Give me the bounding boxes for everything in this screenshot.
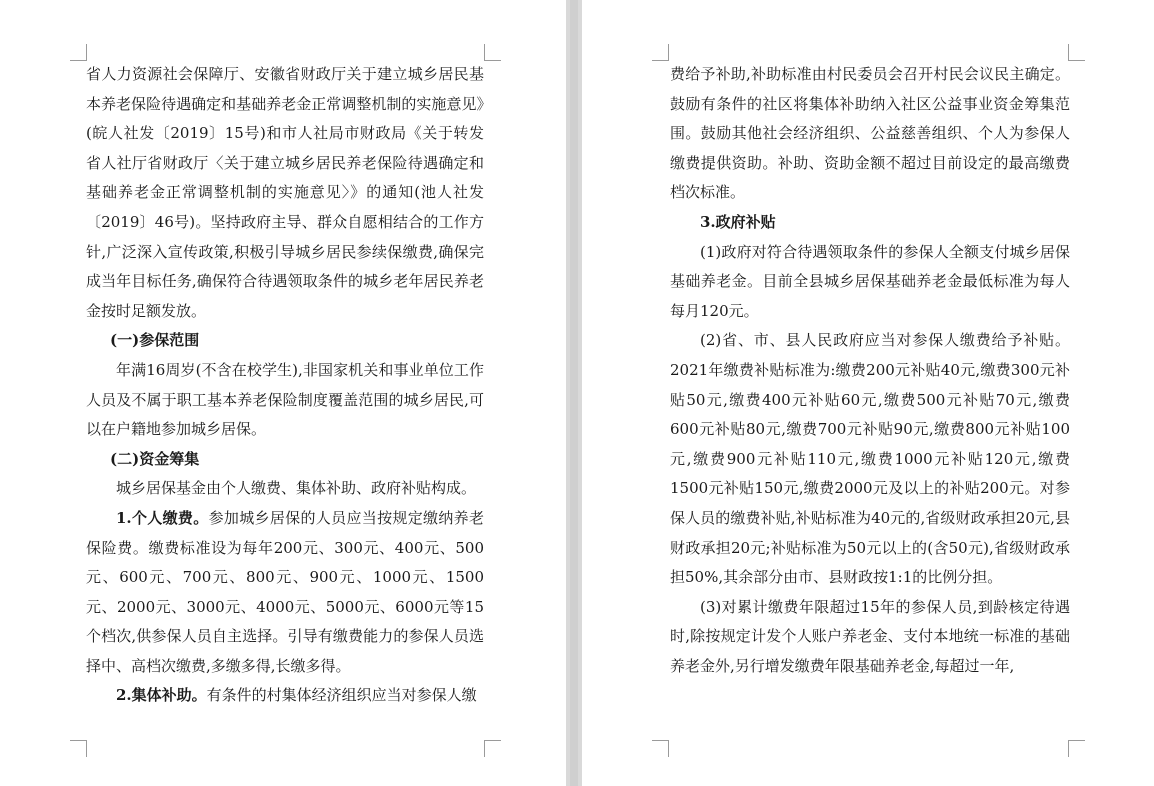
corner-mark-top-left <box>652 44 669 61</box>
right-page-body <box>670 60 1070 681</box>
paragraph: 年满16周岁(不含在校学生),非国家机关和事业单位工作人员及不属于职工基本养老保险制度覆盖范围的城乡居民,可以在户籍地参加城乡居保。 <box>86 360 484 439</box>
corner-mark-bottom-left <box>70 740 87 757</box>
paragraph: (3)对累计缴费年限超过15年的参保人员,到龄核定待遇时,除按规定计发个人账户养老金、支付本地统一标准的基础养老金外,另行增发缴费年限基础养老金,每超过一年, <box>670 597 1070 675</box>
left-page <box>0 0 566 786</box>
page-gutter-shade <box>570 0 578 786</box>
paragraph: (2)省、市、县人民政府应当对参保人缴费给予补贴。2021年缴费补贴标准为:缴费200元补贴40元,缴费300元补贴50元,缴费400元补贴60元,缴费500元补贴70元,缴费 600元补贴80元,缴费700元补贴90元,缴费800元补贴100元,缴费900元补贴110元,缴费1000元补贴120元,缴费1500元补贴150元,缴费2000元及以上的补贴200元。对参保人员的缴费补贴,补贴标准为40元的,省级财政承担20元,县财政承担20元;补贴标准为50元以上的(含50元),省级财政承担50%,其余部分由市、县财政按1:1的比例分担。 <box>670 331 1070 587</box>
paragraph: 城乡居保基金由个人缴费、集体补助、政府补贴构成。 <box>116 479 477 498</box>
right-page <box>582 0 1154 786</box>
corner-mark-bottom-left <box>652 740 669 757</box>
page-gutter <box>566 0 582 786</box>
corner-mark-top-left <box>70 44 87 61</box>
paragraph: 省人力资源社会保障厅、安徽省财政厅关于建立城乡居民基本养老保险待遇确定和基础养老金正常调整机制的实施意见》(皖人社发〔2019〕15号)和市人社局市财政局《关于转发省人社厅省财政厅〈关于建立城乡居民养老保险待遇确定和基础养老金正常调整机制的实施意见〉》的通知(池人社发〔2019〕46号)。坚持政府主导、群众自愿相结合的工作方针,广泛深入宣传政策,积极引导城乡居民参续保缴费,确保完成当年目标任务,确保符合待遇领取条件的城乡老年居民养老金按时足额发放。 <box>86 65 484 320</box>
item-text: 有条件的村集体经济组织应当对参保人缴 <box>206 686 477 705</box>
item-title: 2.集体补助。 <box>116 686 207 705</box>
section-heading: (一)参保范围 <box>110 331 200 350</box>
paragraph: 费给予补助,补助标准由村民委员会召开村民会议民主确定。鼓励有条件的社区将集体补助纳入社区公益事业资金筹集范围。鼓励其他社会经济组织、公益慈善组织、个人为参保人缴费提供资助。补助、资助金额不超过目前设定的最高缴费档次标准。 <box>670 65 1070 202</box>
paragraph <box>86 681 484 711</box>
section-heading: 3.政府补贴 <box>700 212 776 231</box>
paragraph: (1)政府对符合待遇领取条件的参保人全额支付城乡居保基础养老金。目前全县城乡居保基础养老金最低标准为每人每月120元。 <box>670 242 1070 320</box>
item-title: 1.个人缴费。 <box>116 508 209 527</box>
paragraph <box>86 504 484 682</box>
corner-mark-top-right <box>1068 44 1085 61</box>
corner-mark-bottom-right <box>1068 740 1085 757</box>
section-heading: (二)资金筹集 <box>110 449 200 468</box>
item-text: 参加城乡居保的人员应当按规定缴纳养老保险费。缴费标准设为每年200元、300元、400元、500元、600元、700元、800元、900元、1000元、1500元、2000元、3000元、4000元、5000元、6000元等15个档次,供参保人员自主选择。引导有缴费能力的参保人员选择中、高档次缴费,多缴多得,长缴多得。 <box>86 508 484 675</box>
corner-mark-bottom-right <box>484 740 501 757</box>
corner-mark-top-right <box>484 44 501 61</box>
left-page-body <box>86 60 484 711</box>
